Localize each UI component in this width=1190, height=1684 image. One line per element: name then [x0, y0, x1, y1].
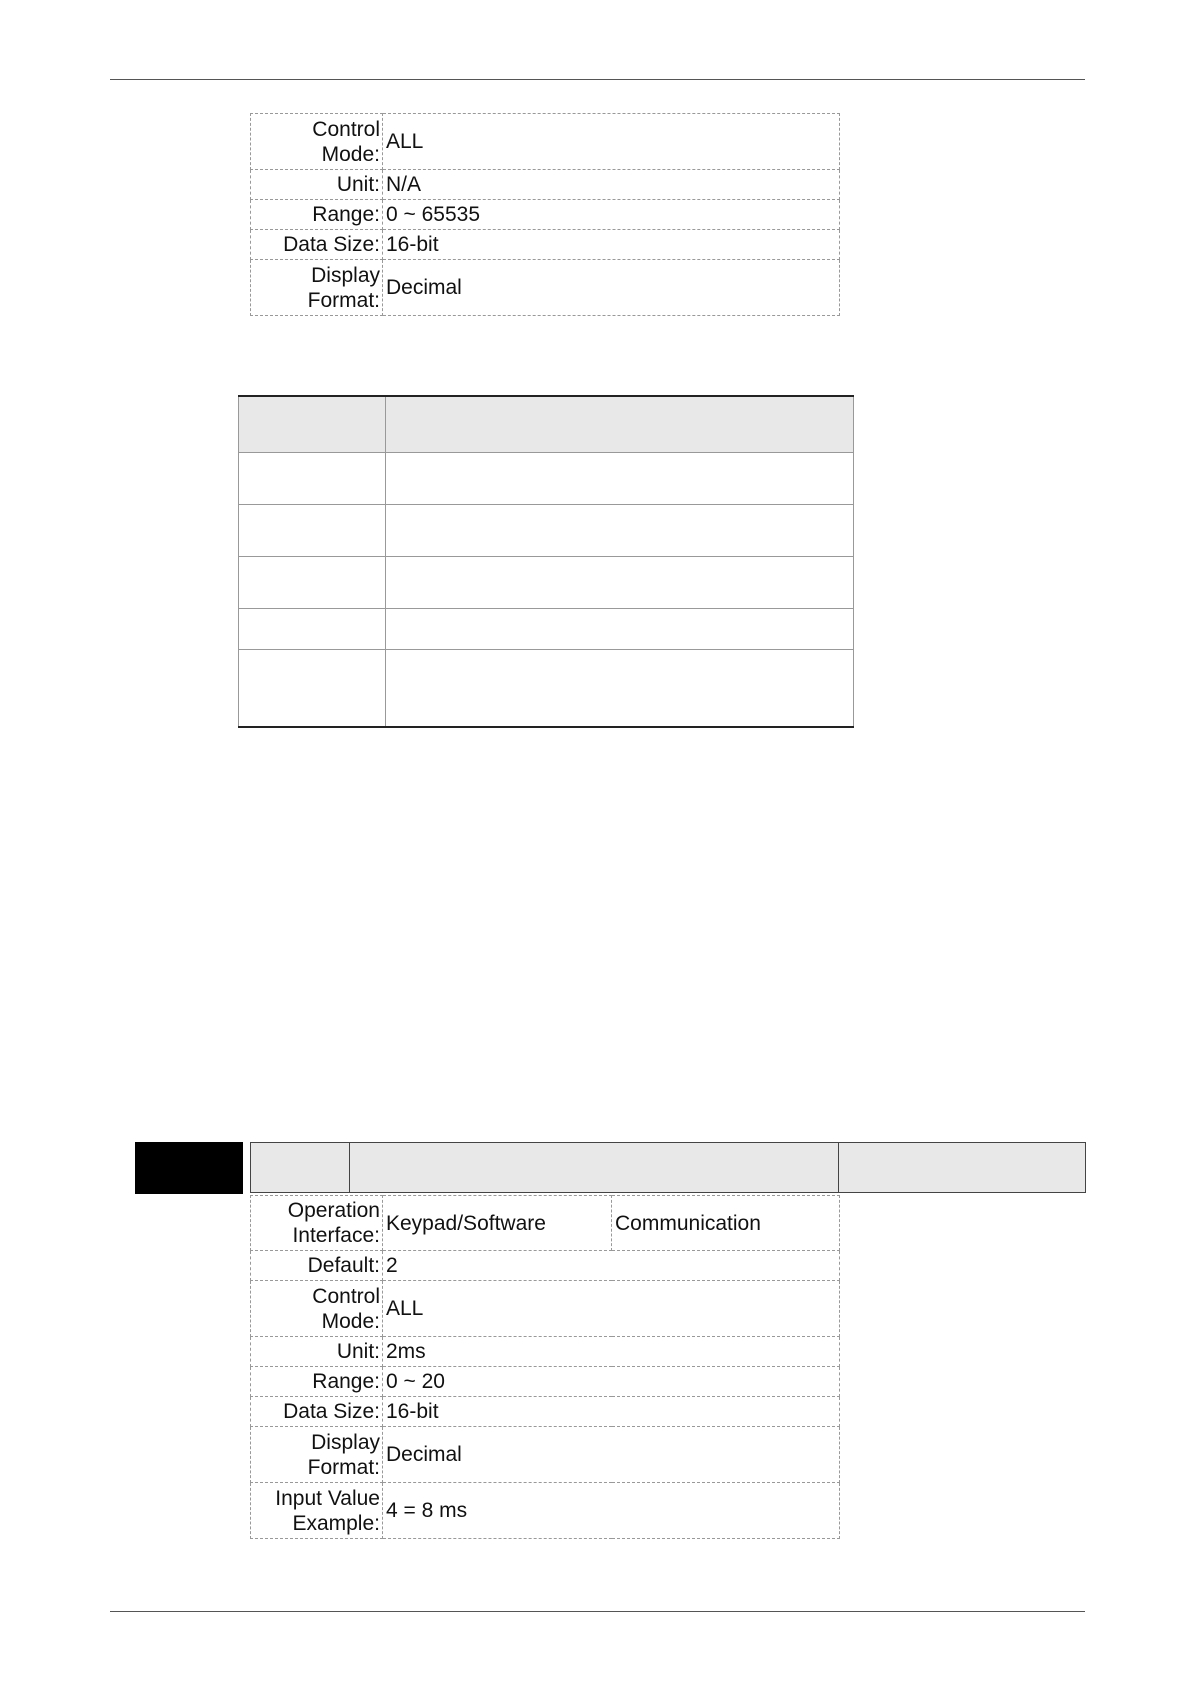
- param-value: ALL: [383, 114, 840, 170]
- param-value: 0 ~ 65535: [383, 200, 840, 230]
- param-value: N/A: [383, 170, 840, 200]
- description-cell: [239, 396, 386, 452]
- param-label: Operation Interface:: [251, 1196, 383, 1251]
- param-label: Unit:: [251, 1337, 383, 1367]
- description-header-row: [239, 396, 854, 452]
- parameter-name-cell: [350, 1143, 839, 1193]
- param-row-unit: [251, 170, 840, 200]
- parameter-table-bottom: [250, 1195, 840, 1539]
- param-value: 2ms: [383, 1337, 840, 1367]
- description-row: [239, 608, 854, 649]
- param-value: 2: [383, 1251, 840, 1281]
- param-row-control-mode: [251, 1281, 840, 1337]
- parameter-header-bar: [250, 1142, 1086, 1193]
- parameter-tab-block: [135, 1142, 243, 1194]
- param-label: Default:: [251, 1251, 383, 1281]
- description-cell: [239, 608, 386, 649]
- param-label: Data Size:: [251, 1397, 383, 1427]
- description-cell: [386, 649, 854, 727]
- description-row: [239, 504, 854, 556]
- description-cell: [239, 556, 386, 608]
- description-cell: [386, 608, 854, 649]
- param-row-input-value-example: [251, 1483, 840, 1539]
- param-row-range: [251, 200, 840, 230]
- param-label: Control Mode:: [251, 114, 383, 170]
- description-cell: [386, 504, 854, 556]
- param-label: Data Size:: [251, 230, 383, 260]
- description-cell: [239, 649, 386, 727]
- param-value: 16-bit: [383, 230, 840, 260]
- param-value: 4 = 8 ms: [383, 1483, 840, 1539]
- param-value: Decimal: [383, 1427, 840, 1483]
- param-row-operation-interface: [251, 1196, 840, 1251]
- header-rule: [110, 79, 1085, 80]
- description-row: [239, 556, 854, 608]
- parameter-code-cell: [251, 1143, 350, 1193]
- param-row-data-size: [251, 230, 840, 260]
- param-row-default: [251, 1251, 840, 1281]
- param-value: ALL: [383, 1281, 840, 1337]
- description-cell: [386, 452, 854, 504]
- description-cell: [386, 396, 854, 452]
- param-row-display-format: [251, 1427, 840, 1483]
- footer-rule: [110, 1611, 1085, 1612]
- param-label: Range:: [251, 200, 383, 230]
- param-label: Control Mode:: [251, 1281, 383, 1337]
- description-row: [239, 452, 854, 504]
- param-value: 0 ~ 20: [383, 1367, 840, 1397]
- param-row-display-format: [251, 260, 840, 316]
- param-row-range: [251, 1367, 840, 1397]
- param-value-communication: Communication: [612, 1196, 840, 1251]
- param-row-unit: [251, 1337, 840, 1367]
- description-table: [238, 395, 854, 728]
- parameter-table-top: [250, 113, 840, 316]
- description-cell: [239, 452, 386, 504]
- param-value: 16-bit: [383, 1397, 840, 1427]
- param-label: Input Value Example:: [251, 1483, 383, 1539]
- description-row: [239, 649, 854, 727]
- param-label: Range:: [251, 1367, 383, 1397]
- param-label: Unit:: [251, 170, 383, 200]
- parameter-address-cell: [839, 1143, 1086, 1193]
- param-row-data-size: [251, 1397, 840, 1427]
- description-cell: [386, 556, 854, 608]
- param-row-control-mode: [251, 114, 840, 170]
- param-label: Display Format:: [251, 1427, 383, 1483]
- param-value: Decimal: [383, 260, 840, 316]
- param-value-keypad: Keypad/Software: [383, 1196, 612, 1251]
- description-cell: [239, 504, 386, 556]
- param-label: Display Format:: [251, 260, 383, 316]
